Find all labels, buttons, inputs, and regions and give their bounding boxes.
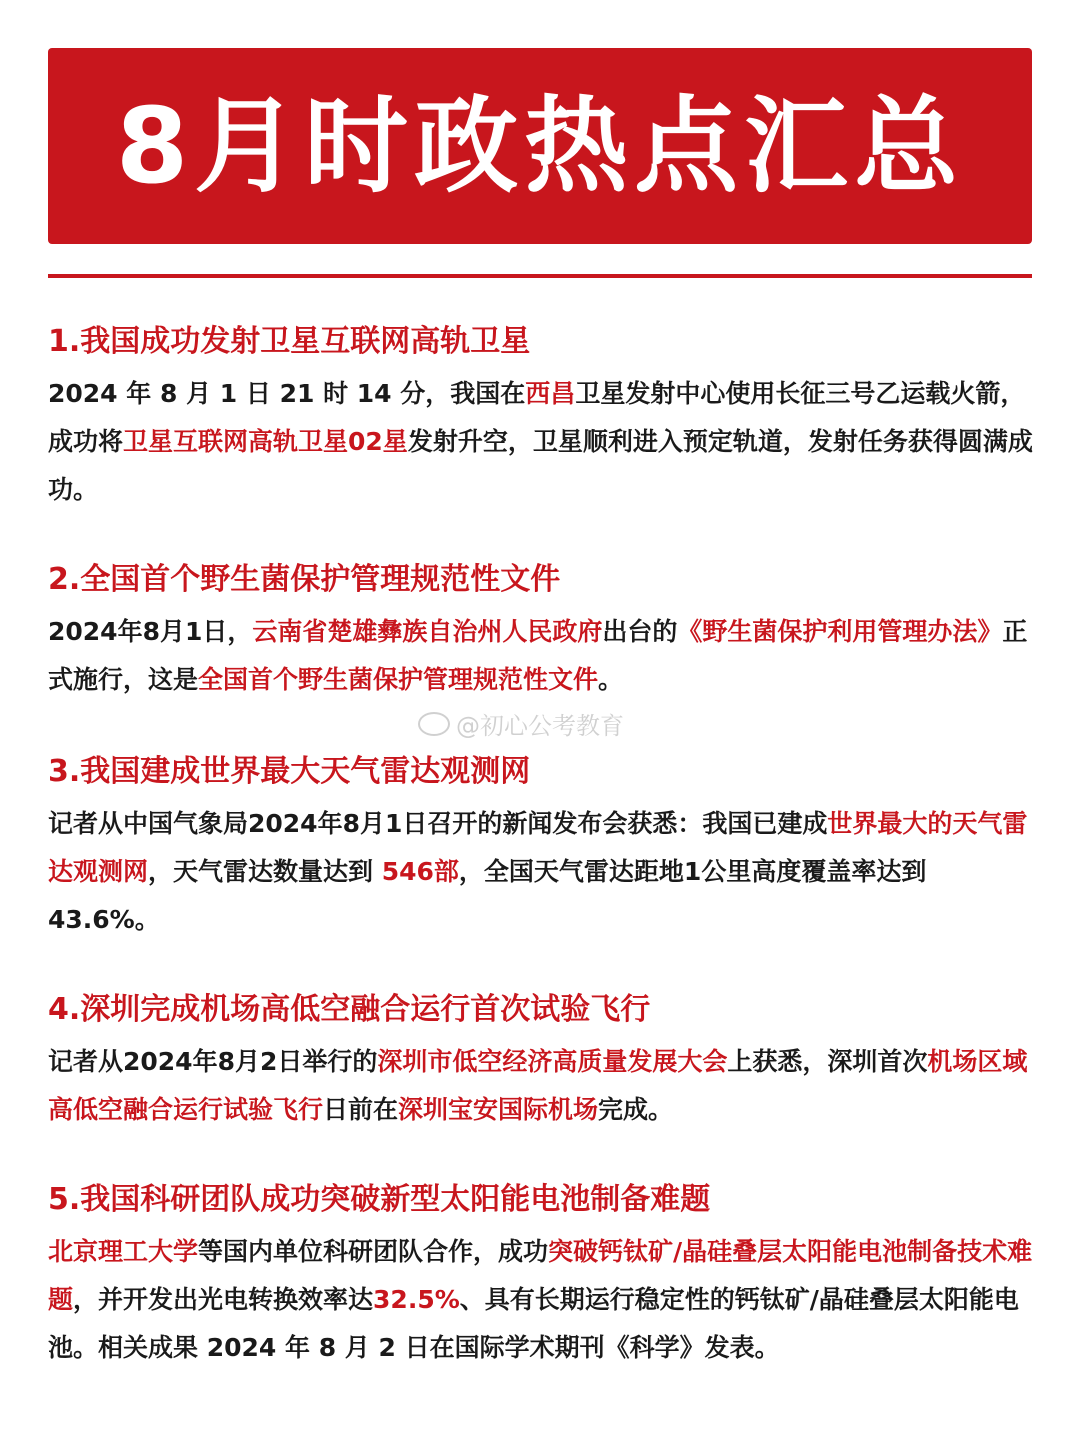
news-heading: 1.我国成功发射卫星互联网高轨卫星 [48, 324, 531, 359]
body-text: 、具有长期运行稳定性的钙钛矿/晶硅叠层太阳能电池。相关成果 2024 年 8 月 2 日在国际学术期刊《科学》发表。 [48, 1285, 1019, 1362]
highlight-text: 突破钙钛矿/晶硅叠层太阳能电池制备技术难题 [48, 1237, 1033, 1314]
news-item-2 [48, 560, 1038, 704]
body-text: 出台的 [602, 617, 678, 646]
highlight-text: 32.5% [373, 1285, 460, 1314]
title-banner [48, 48, 1032, 244]
body-text: ，天气雷达数量达到 [148, 857, 382, 886]
weibo-icon [418, 712, 450, 736]
highlight-text: 全国首个野生菌保护管理规范性文件 [198, 665, 599, 694]
body-text: 。 [598, 665, 624, 694]
page-title: 8月时政热点汇总 [115, 85, 965, 207]
watermark [418, 706, 624, 741]
highlight-text: 北京理工大学 [48, 1237, 199, 1266]
news-item-3 [48, 752, 1038, 944]
body-text: 发射升空，卫星顺利进入预定轨道，发射任务获得圆满成功。 [48, 427, 1033, 504]
highlight-text: 世界最大的天气雷达观测网 [48, 809, 1028, 886]
body-text: 正式施行，这是 [48, 617, 1028, 694]
highlight-text: 卫星互联网高轨卫星02星 [123, 427, 408, 456]
body-text: 2024年8月1日， [48, 617, 253, 646]
news-item-5 [48, 1180, 1038, 1372]
highlight-text: 《野生菌保护利用管理办法》 [677, 617, 1003, 646]
news-heading: 3.我国建成世界最大天气雷达观测网 [48, 754, 531, 789]
news-body [48, 608, 1038, 704]
highlight-text: 深圳市低空经济高质量发展大会 [377, 1047, 728, 1076]
news-body [48, 800, 1038, 944]
highlight-text: 深圳宝安国际机场 [398, 1095, 599, 1124]
body-text: 记者从中国气象局2024年8月1日召开的新闻发布会获悉：我国已建成 [48, 809, 828, 838]
news-item-1 [48, 322, 1038, 514]
news-heading: 5.我国科研团队成功突破新型太阳能电池制备难题 [48, 1182, 711, 1217]
highlight-text: 546部 [381, 857, 459, 886]
body-text: 上获悉，深圳首次 [727, 1047, 928, 1076]
body-text: ，全国天气雷达距地1公里高度覆盖率达到 43.6%。 [48, 857, 927, 934]
news-body [48, 1038, 1038, 1134]
news-item-4 [48, 990, 1038, 1134]
highlight-text: 机场区域高低空融合运行试验飞行 [48, 1047, 1028, 1124]
body-text: 卫星发射中心使用长征三号乙运载火箭，成功将 [48, 379, 1026, 456]
body-text: 日前在 [323, 1095, 399, 1124]
body-text: ，并开发出光电转换效率达 [73, 1285, 374, 1314]
body-text: 完成。 [598, 1095, 674, 1124]
highlight-text: 西昌 [525, 379, 576, 408]
news-body [48, 1228, 1038, 1372]
news-heading: 4.深圳完成机场高低空融合运行首次试验飞行 [48, 992, 651, 1027]
news-heading: 2.全国首个野生菌保护管理规范性文件 [48, 562, 561, 597]
body-text: 等国内单位科研团队合作，成功 [198, 1237, 549, 1266]
body-text: 2024 年 8 月 1 日 21 时 14 分，我国在 [48, 379, 526, 408]
divider [48, 274, 1032, 278]
highlight-text: 云南省楚雄彝族自治州人民政府 [252, 617, 603, 646]
body-text: 记者从2024年8月2日举行的 [48, 1047, 378, 1076]
watermark-text: @初心公考教育 [456, 712, 624, 740]
news-body [48, 370, 1038, 514]
